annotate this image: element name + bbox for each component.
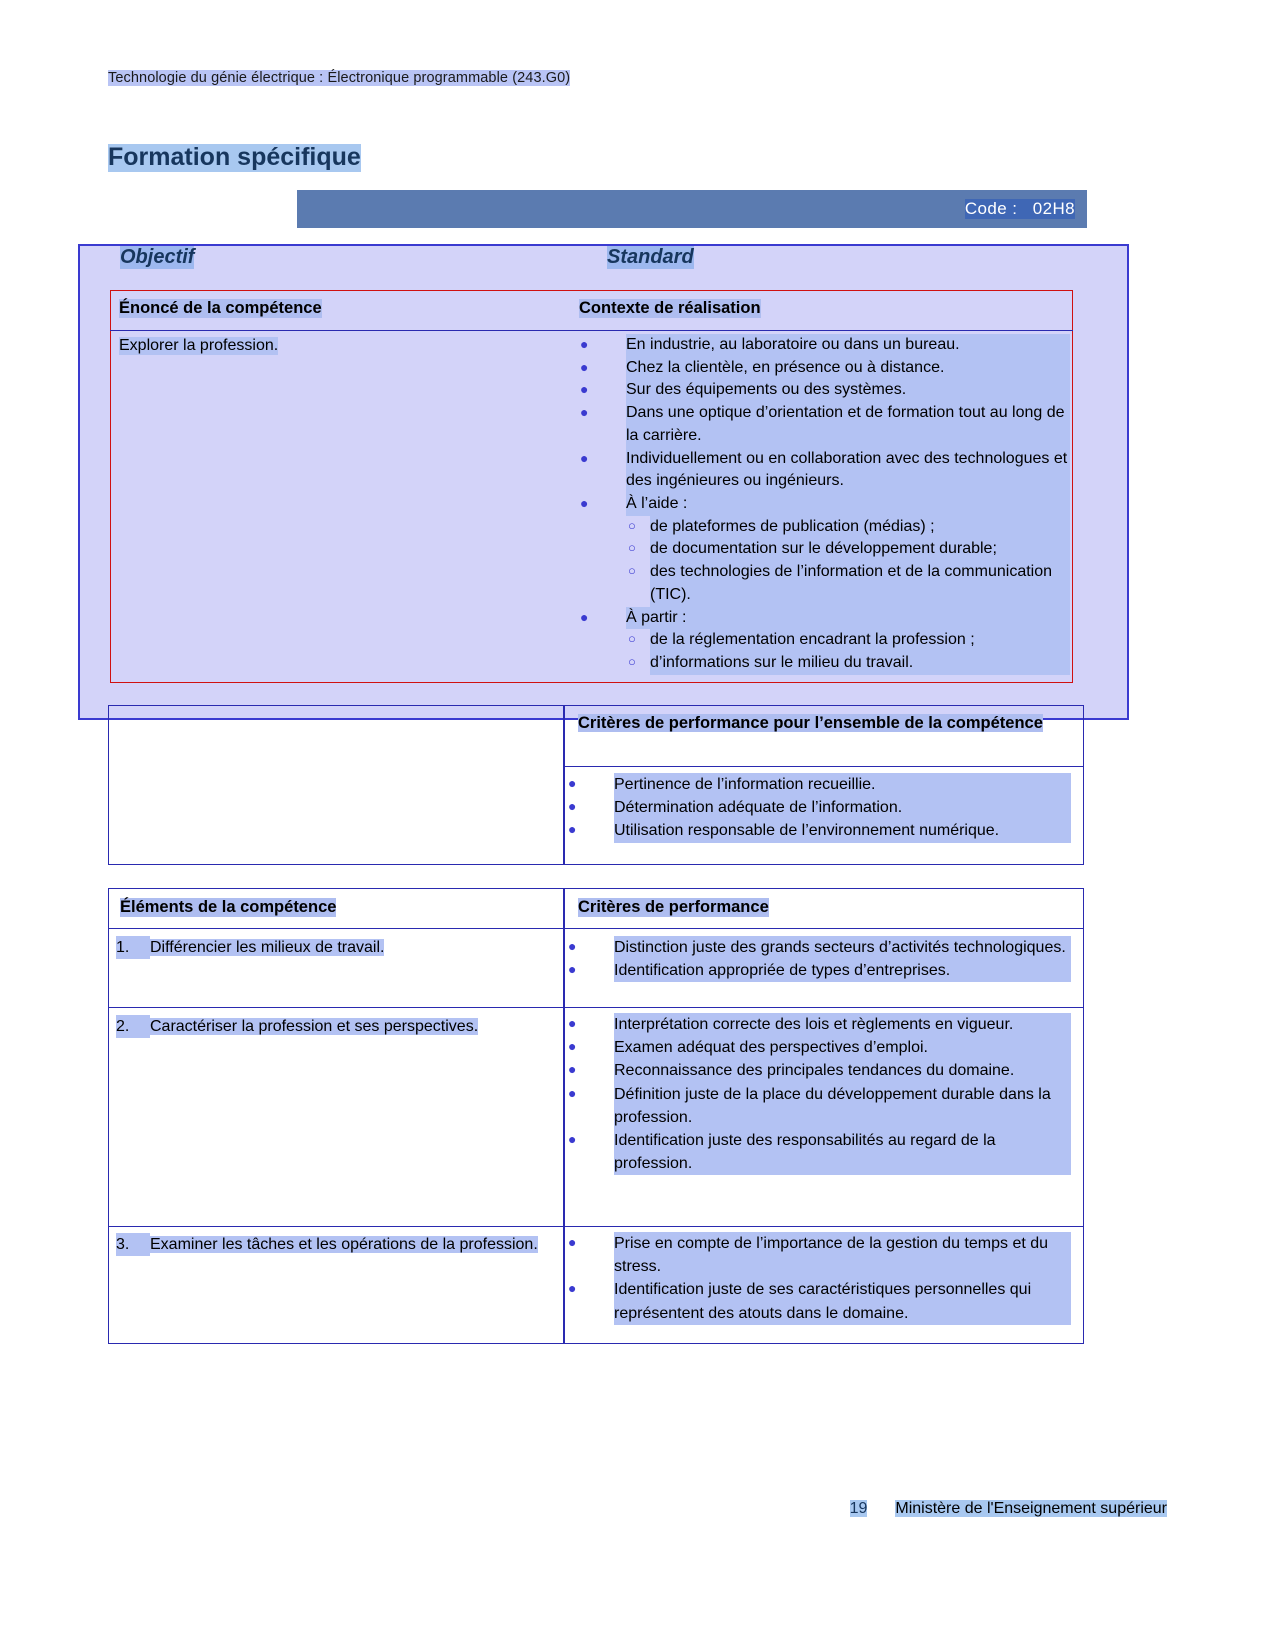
critere-item [566,1013,1071,1036]
contexte-subitem-text: de documentation sur le développement durable; [650,538,1070,561]
contexte-item [578,448,1070,493]
critere-item-text: Prise en compte de l’importance de la gestion du temps et du stress. [614,1232,1071,1278]
contexte-item [578,607,1070,630]
element-row-1-number: 1. [116,936,150,959]
critere-item [566,936,1071,959]
bullet-icon: ● [568,775,577,791]
element-row-2-text: Caractériser la profession et ses perspectives. [150,1018,479,1035]
contexte-subitem-text: d’informations sur le milieu du travail. [650,652,1070,675]
critere-item-text: Identification juste des responsabilités au regard de la profession. [614,1129,1071,1175]
critere-ensemble-item [566,796,1071,819]
critere-item [566,1129,1071,1175]
contexte-sublist [628,516,1070,607]
contexte-item-text: Dans une optique d’orientation et de formation tout au long de la carrière. [626,402,1070,447]
code-label: Code : [964,199,1018,218]
critere-item [566,959,1071,982]
element-row-2-criteria [566,1013,1071,1175]
critere-item [566,1232,1071,1278]
critere-ensemble-item-text: Utilisation responsable de l’environnement numérique. [614,819,1071,842]
enonce-text: Explorer la profession. [119,337,279,354]
critere-ensemble-item-text: Détermination adéquate de l’information. [614,796,1071,819]
critere-item-text: Reconnaissance des principales tendances du domaine. [614,1059,1071,1082]
bullet-icon: ● [580,404,589,421]
bullet-icon: ● [580,449,589,466]
sub-bullet-icon: ○ [628,631,636,647]
contexte-item-text: En industrie, au laboratoire ou dans un bureau. [626,334,1070,357]
critere-item [566,1036,1071,1059]
bullet-icon: ● [580,495,589,512]
page-title: Formation spécifique [108,143,361,171]
contexte-item [578,379,1070,402]
criteres-ensemble-rule [563,766,1084,767]
elements-table-head-rule [108,928,1084,929]
sub-bullet-icon: ○ [628,563,636,579]
critere-ensemble-item-text: Pertinence de l’information recueillie. [614,773,1071,796]
element-row-3-number: 3. [116,1233,150,1256]
bullet-icon: ● [568,1015,577,1031]
elements-head-right: Critères de performance [578,898,769,916]
bullet-icon: ● [580,358,589,375]
critere-item-text: Interprétation correcte des lois et règlements en vigueur. [614,1013,1071,1036]
critere-item [566,1059,1071,1082]
contexte-heading: Contexte de réalisation [579,299,761,317]
contexte-subitem-text: de plateformes de publication (médias) ; [650,516,1070,539]
code-value: 02H8 [1032,199,1075,218]
contexte-item [578,357,1070,380]
element-row-3-text: Examiner les tâches et les opérations de la profession. [150,1236,538,1253]
criteres-ensemble-divider [563,705,565,865]
critere-item-text: Distinction juste des grands secteurs d’activités technologiques. [614,936,1071,959]
critere-item-text: Examen adéquat des perspectives d’emploi. [614,1036,1071,1059]
standard-heading: Standard [607,246,694,268]
sub-bullet-icon: ○ [628,540,636,556]
bullet-icon: ● [568,1084,577,1101]
program-header: Technologie du génie électrique : Électronique programmable (243.G0) [108,70,571,86]
contexte-item-text: Individuellement ou en collaboration avec des technologues et des ingénieures ou ingénieurs. [626,448,1070,493]
element-row-2-number: 2. [116,1015,150,1038]
enonce-heading: Énoncé de la compétence [119,299,322,317]
page-number: 19 [849,1500,868,1517]
contexte-item [578,402,1070,447]
bullet-icon: ● [568,1234,577,1250]
critere-item-text: Définition juste de la place du développement durable dans la profession. [614,1083,1071,1129]
bullet-icon: ● [568,938,577,954]
ministry-label: Ministère de l'Enseignement supérieur [895,1500,1167,1517]
contexte-subitem [628,538,1070,561]
contexte-subitem [628,629,1070,652]
criteres-ensemble-title: Critères de performance pour l’ensemble de la compétence [578,714,1043,732]
contexte-list [578,334,1070,675]
critere-item-text: Identification appropriée de types d’entreprises. [614,959,1071,982]
critere-ensemble-item [566,773,1071,796]
code-bar [297,190,1087,228]
contexte-sublist [628,629,1070,674]
bullet-icon: ● [568,1130,577,1147]
competence-head-rule [110,330,1073,331]
bullet-icon: ● [568,961,577,978]
critere-ensemble-item [566,819,1071,842]
contexte-item [578,334,1070,357]
bullet-icon: ● [568,1038,577,1055]
elements-row-rule-2 [108,1226,1084,1227]
critere-item [566,1278,1071,1324]
bullet-icon: ● [580,608,589,625]
critere-item-text: Identification juste de ses caractéristiques personnelles qui représentent des atouts dans le domaine. [614,1278,1071,1324]
contexte-subitem-text: des technologies de l’information et de la communication (TIC). [650,561,1070,606]
bullet-icon: ● [580,381,589,398]
bullet-icon: ● [568,1280,577,1297]
critere-item [566,1083,1071,1129]
code-text [965,199,1075,219]
contexte-item-text: À partir : [626,607,1070,630]
contexte-subitem [628,516,1070,539]
contexte-subitem [628,561,1070,606]
elements-head-left: Éléments de la compétence [120,898,337,916]
bullet-icon: ● [580,336,589,352]
contexte-subitem [628,652,1070,675]
sub-bullet-icon: ○ [628,654,636,670]
element-row-1-label [116,936,546,959]
contexte-item-text: Chez la clientèle, en présence ou à distance. [626,357,1070,380]
contexte-subitem-text: de la réglementation encadrant la profession ; [650,629,1070,652]
elements-table-divider [563,888,565,1344]
bullet-icon: ● [568,821,577,838]
bullet-icon: ● [568,798,577,815]
contexte-item [578,493,1070,516]
contexte-item-text: Sur des équipements ou des systèmes. [626,379,1070,402]
element-row-2-label [116,1015,546,1038]
page-footer [0,1500,1275,1518]
element-row-3-criteria [566,1232,1071,1325]
element-row-1-text: Différencier les milieux de travail. [150,939,385,956]
contexte-item-text: À l’aide : [626,493,1070,516]
sub-bullet-icon: ○ [628,517,636,533]
element-row-1-criteria [566,936,1071,982]
bullet-icon: ● [568,1061,577,1078]
element-row-3-label [116,1233,546,1256]
criteres-ensemble-list [566,773,1071,843]
objectif-heading: Objectif [120,246,195,268]
elements-row-rule-1 [108,1007,1084,1008]
